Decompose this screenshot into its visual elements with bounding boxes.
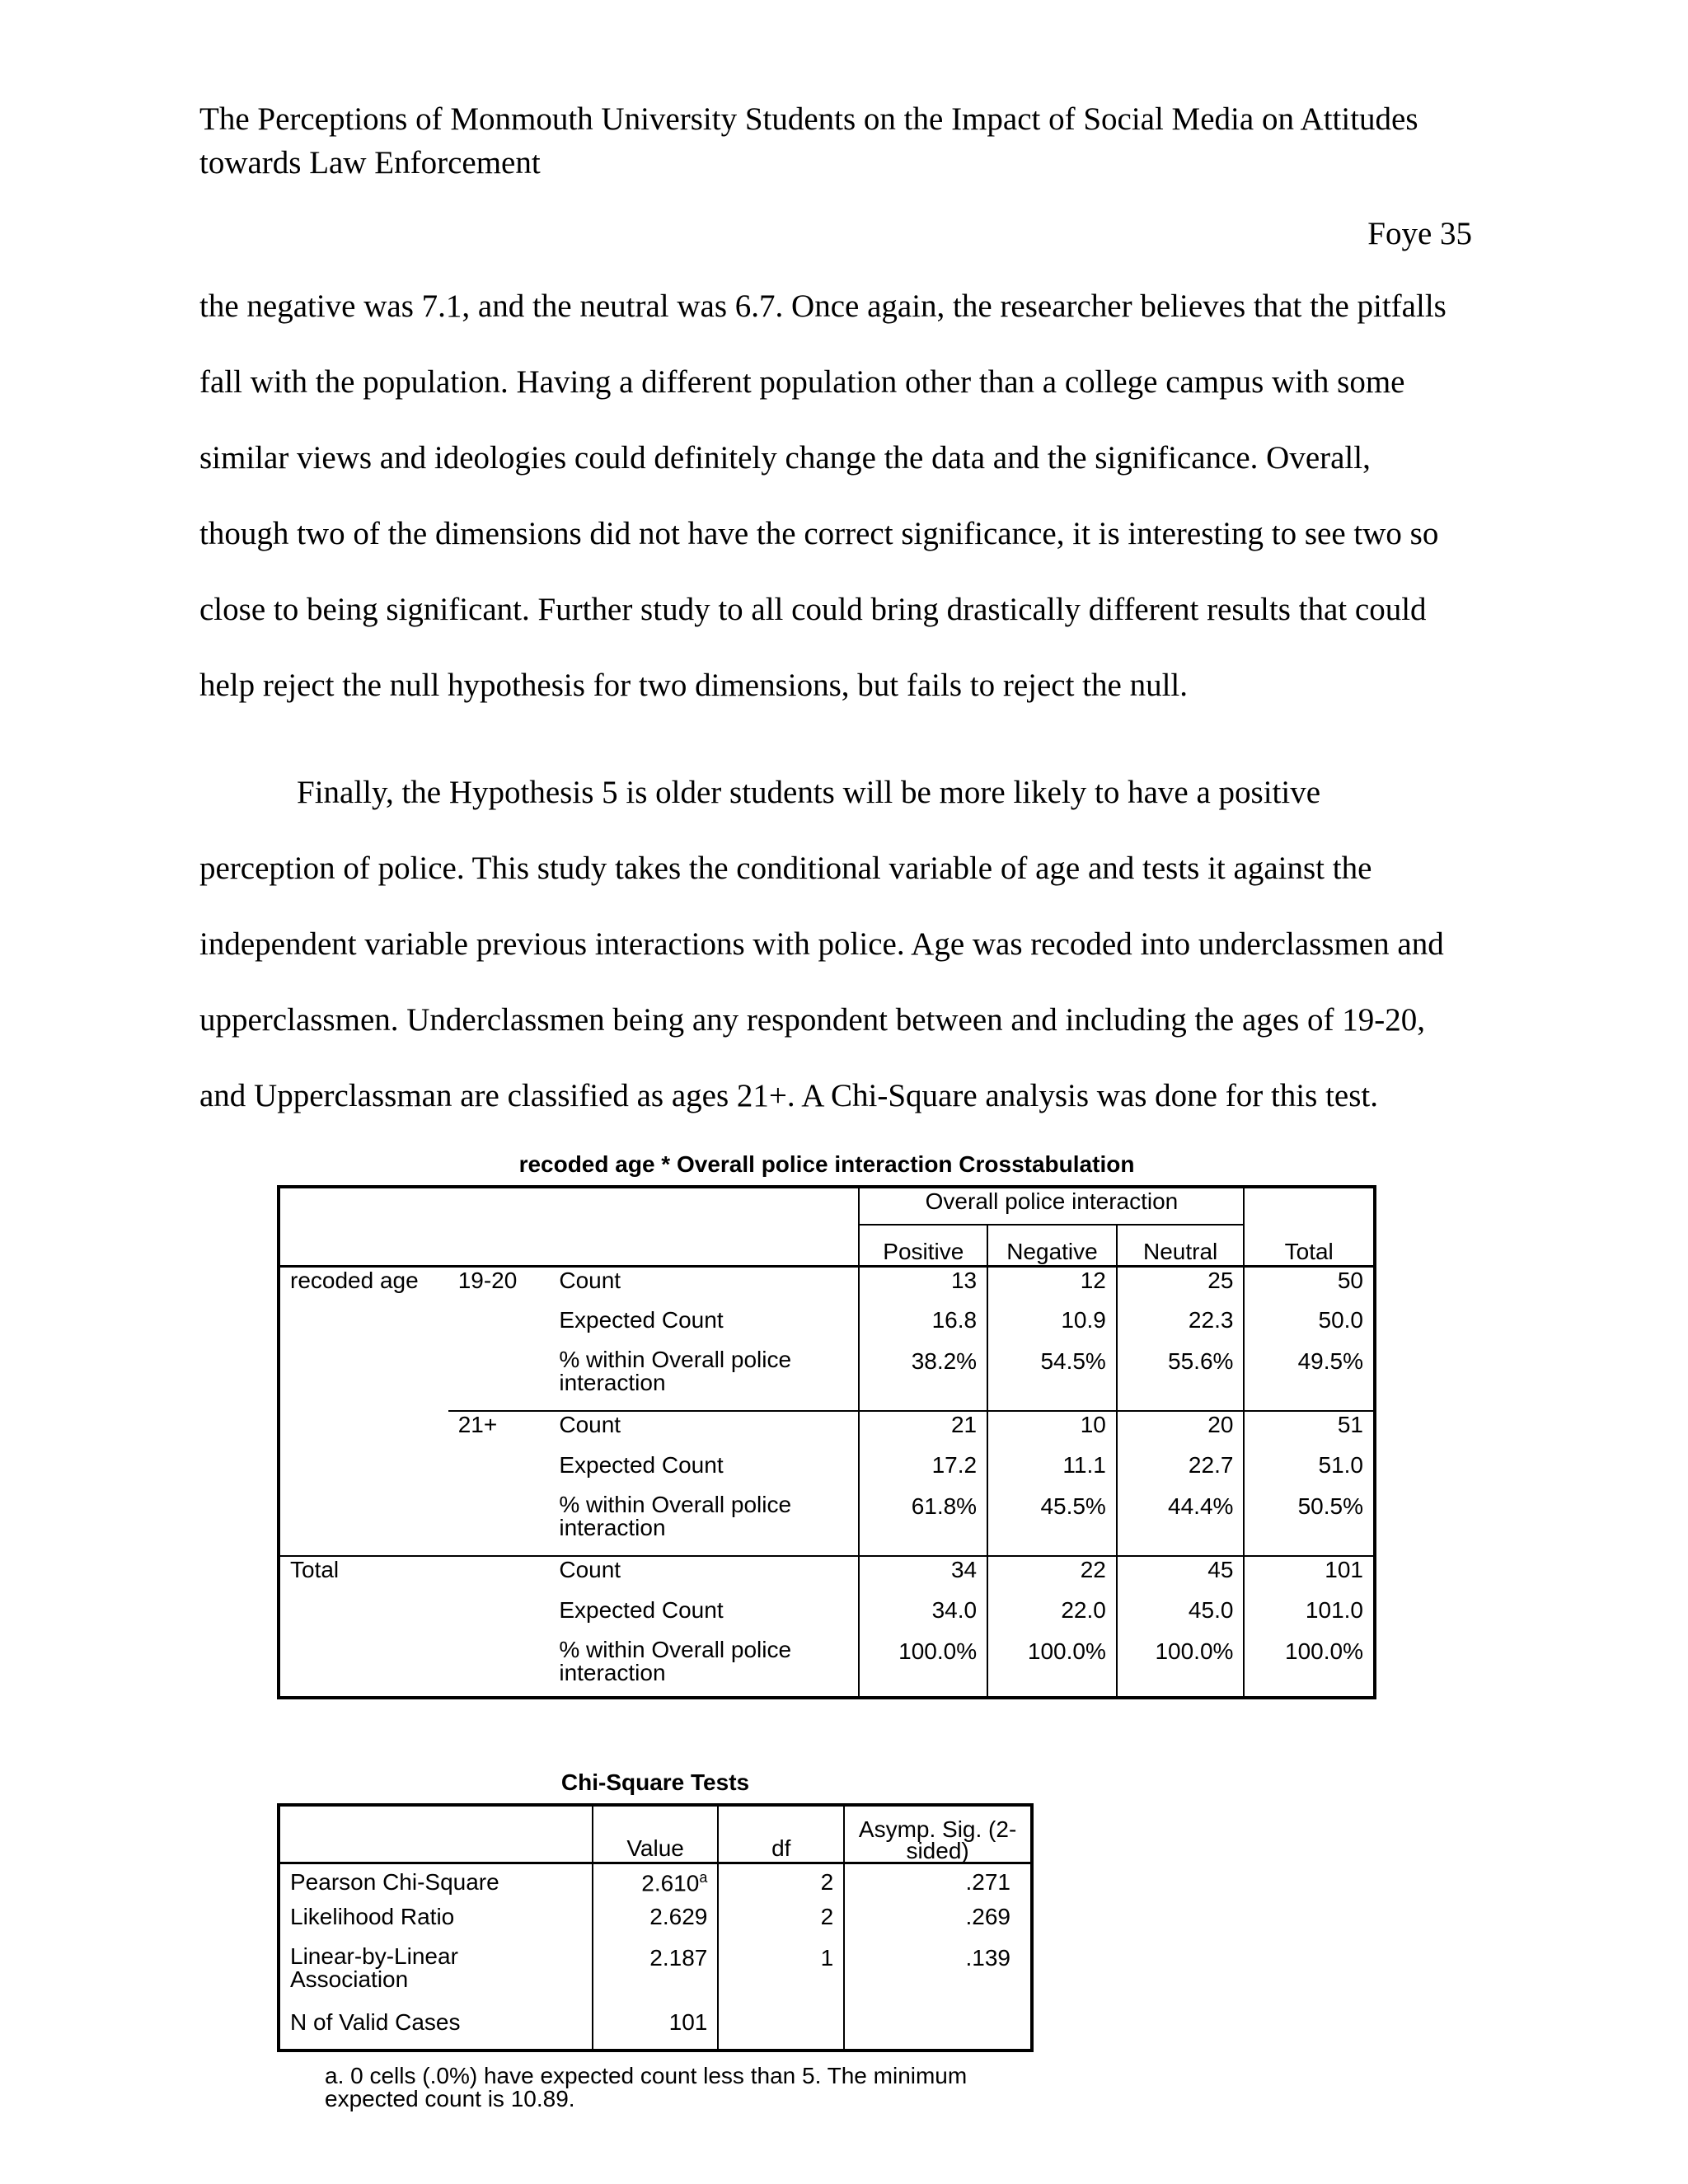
crosstab-col-neutral: Neutral bbox=[1117, 1225, 1245, 1266]
cell-total: 49.5% bbox=[1244, 1348, 1375, 1411]
running-title: The Perceptions of Monmouth University Students on the Impact of Social Media on Attitudes towards Law Enforcement bbox=[199, 101, 1418, 180]
cell-total: 51 bbox=[1244, 1411, 1375, 1452]
chisq-value: 2.187 bbox=[593, 1945, 718, 2009]
text-line: fall with the population. Having a different population other than a college campus with some bbox=[199, 364, 1405, 400]
cell: 13 bbox=[859, 1266, 987, 1307]
text-line: and Upperclassman are classified as ages 21+. A Chi-Square analysis was done for this test. bbox=[199, 1078, 1378, 1113]
chisq-sig: .269 bbox=[844, 1904, 1032, 1945]
stat-label: Expected Count bbox=[559, 1597, 724, 1623]
cell: 100.0% bbox=[859, 1638, 987, 1698]
total-row-label: Total bbox=[279, 1556, 549, 1597]
cell-total: 101.0 bbox=[1244, 1597, 1375, 1638]
cell-total: 100.0% bbox=[1244, 1638, 1375, 1698]
cell: 17.2 bbox=[859, 1452, 987, 1493]
chisq-value: 2.610$^a$ bbox=[593, 1863, 718, 1904]
crosstab-table bbox=[277, 1185, 1376, 1699]
cell: 22.0 bbox=[987, 1597, 1117, 1638]
stat-label: Expected Count bbox=[559, 1307, 724, 1333]
cell: 45 bbox=[1117, 1556, 1245, 1597]
crosstab-col-positive: Positive bbox=[859, 1225, 987, 1266]
crosstab-col-negative: Negative bbox=[987, 1225, 1117, 1266]
chisq-table bbox=[277, 1803, 1034, 2052]
cell: 34.0 bbox=[859, 1597, 987, 1638]
cell: 16.8 bbox=[859, 1307, 987, 1348]
cell: 55.6% bbox=[1117, 1348, 1245, 1411]
chisq-sig: .271 bbox=[844, 1863, 1032, 1904]
chisq-df: 1 bbox=[718, 1945, 844, 2009]
chisq-footnote: a. 0 cells (.0%) have expected count less than 5. The minimum expected count is 10.89. bbox=[325, 2063, 968, 2111]
cell: 61.8% bbox=[859, 1493, 987, 1556]
chisq-sig bbox=[844, 2009, 1032, 2050]
cell: 22.7 bbox=[1117, 1452, 1245, 1493]
chisq-row-label: N of Valid Cases bbox=[290, 2009, 461, 2035]
cell: 38.2% bbox=[859, 1348, 987, 1411]
text-line: though two of the dimensions did not have the correct significance, it is interesting to see two so bbox=[199, 516, 1439, 551]
cell: 10.9 bbox=[987, 1307, 1117, 1348]
chisq-col-value: Value bbox=[593, 1805, 718, 1863]
cell: 12 bbox=[987, 1266, 1117, 1307]
chisq-row-label: Pearson Chi-Square bbox=[279, 1863, 593, 1904]
cell: 11.1 bbox=[987, 1452, 1117, 1493]
cell-total: 101 bbox=[1244, 1556, 1375, 1597]
cell: 25 bbox=[1117, 1266, 1245, 1307]
paragraph-2 bbox=[199, 773, 1502, 1152]
chisq-corner bbox=[279, 1805, 593, 1863]
stat-label: Count bbox=[549, 1411, 859, 1452]
text-line: close to being significant. Further study to all could bring drastically different results that could bbox=[199, 592, 1427, 627]
chisq-title: Chi-Square Tests bbox=[560, 1769, 750, 1795]
group-label: 21+ bbox=[448, 1411, 550, 1556]
chisq-value: 2.629 bbox=[593, 1904, 718, 1945]
cell-total: 50.5% bbox=[1244, 1493, 1375, 1556]
crosstab-title: recoded age * Overall police interaction Crosstabulation bbox=[518, 1151, 1135, 1177]
cell: 45.5% bbox=[987, 1493, 1117, 1556]
text-line: independent variable previous interactions with police. Age was recoded into underclassmen and bbox=[199, 926, 1444, 962]
stat-label: Count bbox=[549, 1266, 859, 1307]
text-line: help reject the null hypothesis for two dimensions, but fails to reject the null. bbox=[199, 668, 1189, 703]
row-var-label: recoded age bbox=[279, 1266, 448, 1556]
paragraph-1 bbox=[199, 287, 1502, 742]
cell: 100.0% bbox=[987, 1638, 1117, 1698]
cell-total: 50.0 bbox=[1244, 1307, 1375, 1348]
chisq-sig: .139 bbox=[844, 1945, 1032, 2009]
chisq-df: 2 bbox=[718, 1863, 844, 1904]
crosstab-col-total: Total bbox=[1244, 1187, 1375, 1266]
chisq-col-sig: Asymp. Sig. (2-sided) bbox=[844, 1805, 1032, 1863]
footnote-marker: a bbox=[699, 1868, 708, 1886]
cell-total: 50 bbox=[1244, 1266, 1375, 1307]
crosstab-group-header: Overall police interaction bbox=[859, 1187, 1244, 1225]
cell: 44.4% bbox=[1117, 1493, 1245, 1556]
stat-label: Count bbox=[549, 1556, 859, 1597]
group-label: 19-20 bbox=[448, 1266, 550, 1411]
chisq-row-label: Likelihood Ratio bbox=[290, 1904, 455, 1929]
text-line: similar views and ideologies could definitely change the data and the significance. Overall, bbox=[199, 440, 1371, 476]
cell: 34 bbox=[859, 1556, 987, 1597]
crosstab-corner bbox=[279, 1187, 859, 1266]
cell: 22.3 bbox=[1117, 1307, 1245, 1348]
cell: 45.0 bbox=[1117, 1597, 1245, 1638]
chisq-value: 101 bbox=[593, 2009, 718, 2050]
stat-label: % within Overall police interaction bbox=[559, 1637, 792, 1685]
stat-label: % within Overall police interaction bbox=[559, 1347, 792, 1395]
cell: 100.0% bbox=[1117, 1638, 1245, 1698]
chisq-df bbox=[718, 2009, 844, 2050]
chisq-row-label: Linear-by-Linear Association bbox=[290, 1943, 458, 1992]
stat-label: Expected Count bbox=[559, 1452, 724, 1478]
cell: 54.5% bbox=[987, 1348, 1117, 1411]
chisq-df: 2 bbox=[718, 1904, 844, 1945]
chisq-col-df: df bbox=[718, 1805, 844, 1863]
cell-total: 51.0 bbox=[1244, 1452, 1375, 1493]
text-line: perception of police. This study takes the conditional variable of age and tests it against the bbox=[199, 851, 1372, 886]
cell: 10 bbox=[987, 1411, 1117, 1452]
text-line: Finally, the Hypothesis 5 is older students will be more likely to have a positive bbox=[297, 775, 1321, 810]
text-line: the negative was 7.1, and the neutral was 6.7. Once again, the researcher believes that the pitfalls bbox=[199, 288, 1447, 324]
cell: 20 bbox=[1117, 1411, 1245, 1452]
cell: 22 bbox=[987, 1556, 1117, 1597]
page-number: Foye 35 bbox=[1367, 216, 1472, 251]
cell: 21 bbox=[859, 1411, 987, 1452]
text-line: upperclassmen. Underclassmen being any respondent between and including the ages of 19-20, bbox=[199, 1002, 1425, 1038]
stat-label: % within Overall police interaction bbox=[559, 1492, 792, 1540]
